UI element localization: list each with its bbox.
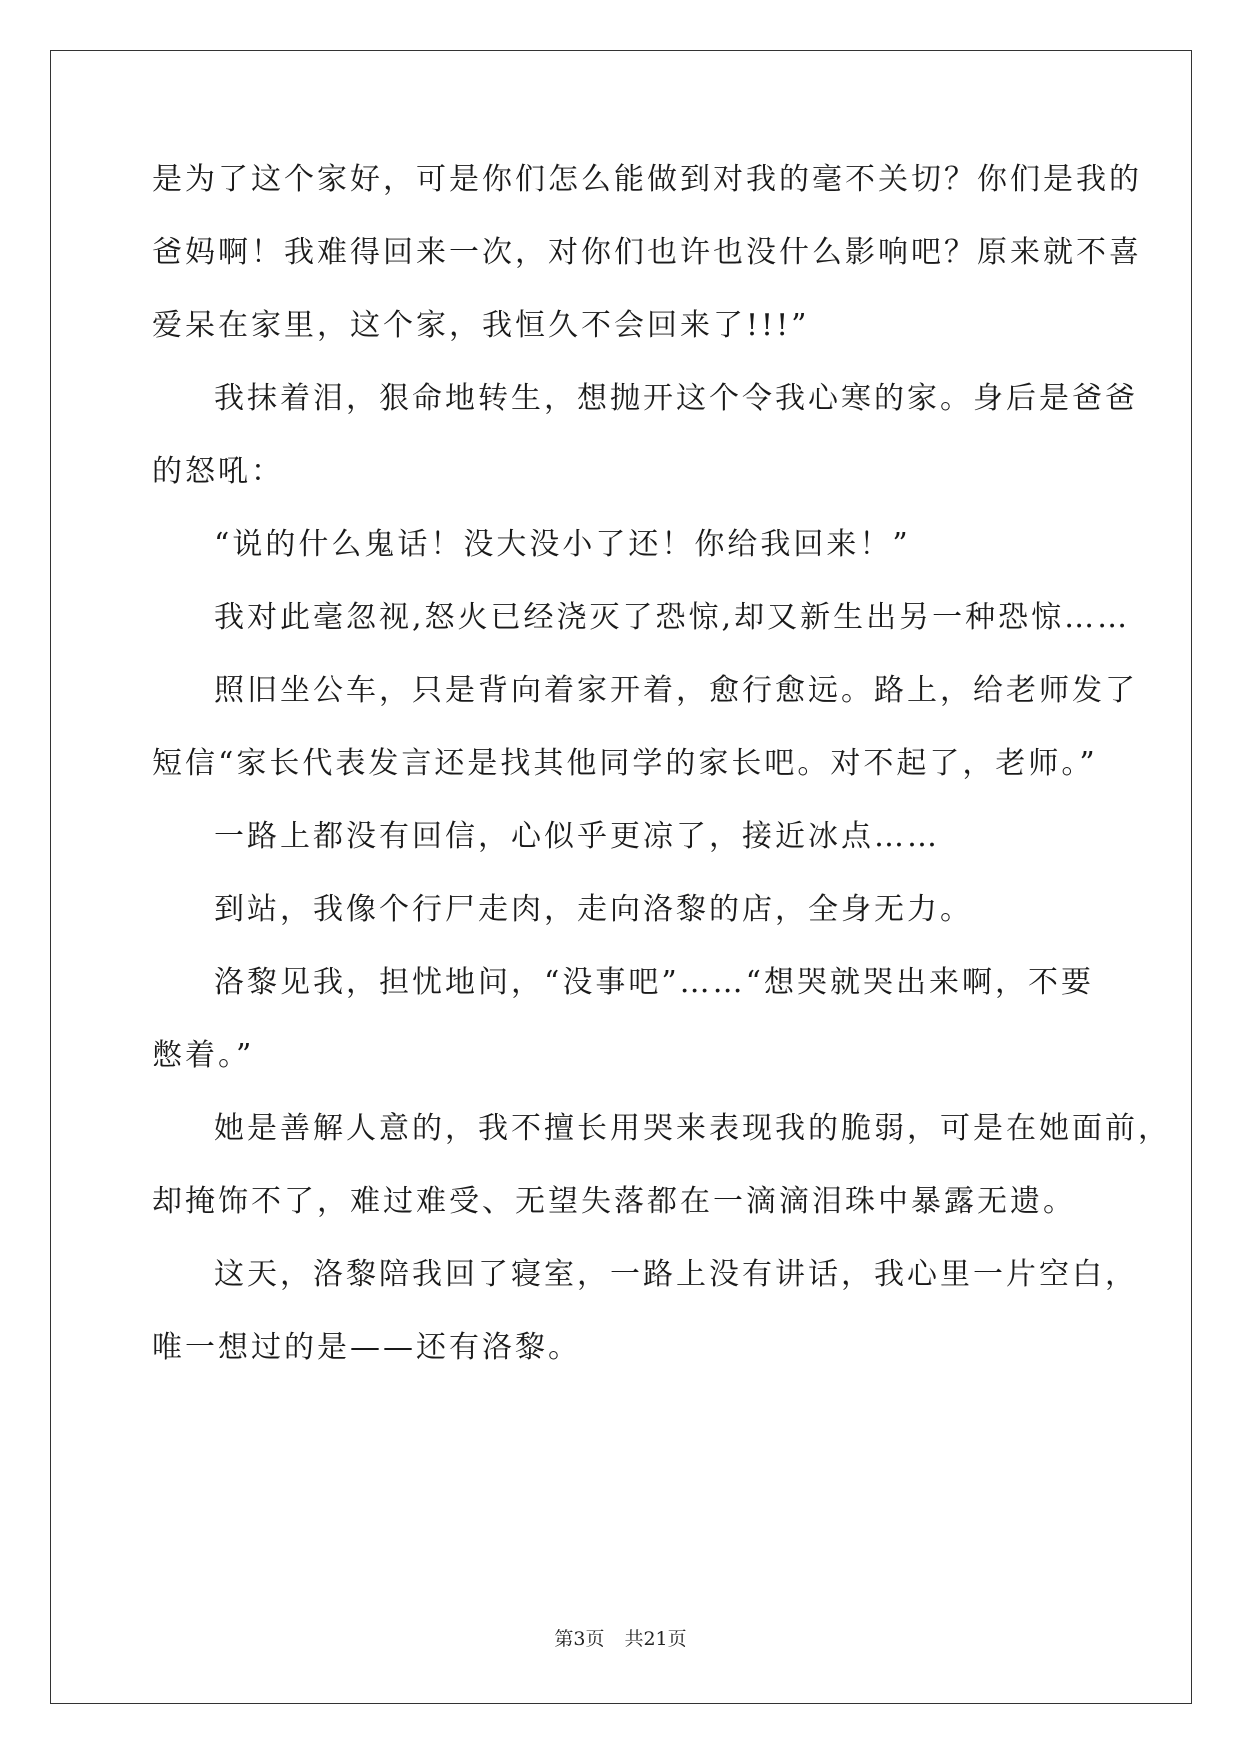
paragraph-first-line: 到站，我像个行尸走肉，走向洛黎的店，全身无力。 [214,892,973,927]
paragraph-first-line: 照旧坐公车，只是背向着家开着，愈行愈远。路上，给老师发了 [214,673,1138,708]
text-line: 爸妈啊！我难得回来一次，对你们也许也没什么影响吧？原来就不喜 [152,235,1142,270]
text-line: 唯一想过的是——还有洛黎。 [152,1330,581,1365]
page-border [50,50,1192,1704]
text-line: 的怒吼： [152,454,284,489]
paragraph-first-line: “说的什么鬼话！没大没小了还！你给我回来！” [214,527,911,562]
paragraph-first-line: 她是善解人意的，我不擅长用哭来表现我的脆弱，可是在她面前， [214,1111,1171,1146]
page-total: 共21页 [624,1628,687,1650]
paragraph-first-line: 洛黎见我，担忧地问，“没事吧”……“想哭就哭出来啊，不要 [214,965,1095,1000]
paragraph-first-line: 我对此毫忽视,怒火已经浇灭了恐惊,却又新生出另一种恐惊…… [214,600,1131,635]
page-number: 第3页 [554,1628,605,1650]
paragraph-first-line: 我抹着泪，狠命地转生，想抛开这个令我心寒的家。身后是爸爸 [214,381,1138,416]
text-line: 短信“家长代表发言还是找其他同学的家长吧。对不起了，老师。” [152,746,1098,781]
page-footer [0,1627,1241,1651]
paragraph-first-line: 一路上都没有回信，心似乎更凉了，接近冰点…… [214,819,940,854]
paragraph-first-line: 这天，洛黎陪我回了寝室，一路上没有讲话，我心里一片空白， [214,1257,1138,1292]
text-line: 憋着。” [152,1038,255,1073]
text-line: 却掩饰不了，难过难受、无望失落都在一滴滴泪珠中暴露无遗。 [152,1184,1076,1219]
text-line: 是为了这个家好，可是你们怎么能做到对我的毫不关切？你们是我的 [152,162,1142,197]
text-line: 爱呆在家里，这个家，我恒久不会回来了!!!” [152,308,810,343]
